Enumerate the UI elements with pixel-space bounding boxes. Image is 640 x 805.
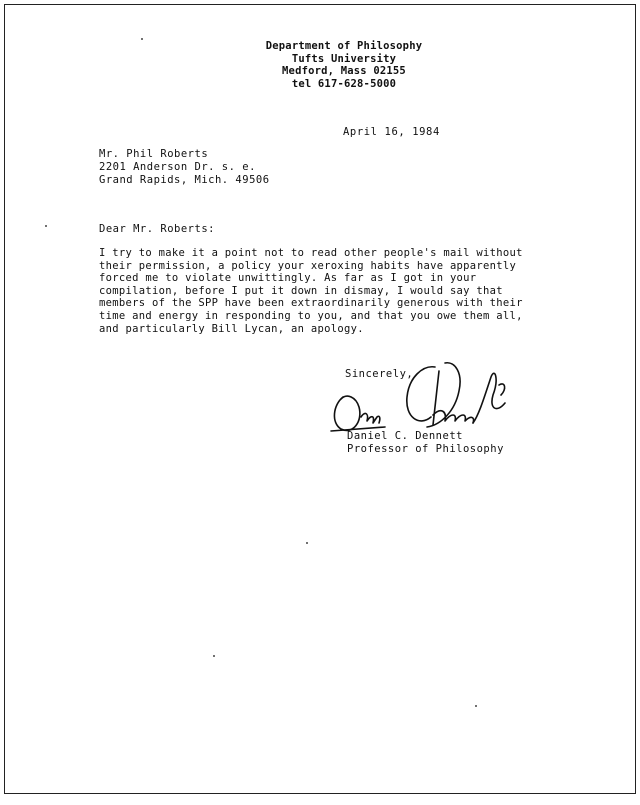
recipient-address — [99, 148, 270, 186]
handwritten-signature — [323, 355, 523, 435]
body-line: I try to make it a point not to read other people's mail without — [99, 247, 523, 259]
letter-date: April 16, 1984 — [343, 126, 440, 138]
letterhead — [255, 40, 433, 90]
letterhead-phone: tel 617-628-5000 — [291, 77, 397, 90]
signer-name: Daniel C. Dennett — [347, 430, 463, 442]
letterhead-university: Tufts University — [291, 52, 397, 65]
scan-speck — [213, 655, 215, 657]
recipient-city: Grand Rapids, Mich. 49506 — [99, 173, 270, 186]
signer-title: Professor of Philosophy — [347, 442, 504, 455]
recipient-street: 2201 Anderson Dr. s. e. — [99, 160, 256, 173]
scan-speck — [475, 705, 477, 707]
body-line: and particularly Bill Lycan, an apology. — [99, 322, 364, 335]
body-line: members of the SPP have been extraordinarily generous with their — [99, 297, 523, 310]
salutation: Dear Mr. Roberts: — [99, 223, 215, 235]
body-line: time and energy in responding to you, and that you owe them all, — [99, 309, 523, 322]
body-line: their permission, a policy your xeroxing habits have apparently — [99, 259, 517, 272]
letterhead-department: Department of Philosophy — [265, 40, 423, 52]
body-line: forced me to violate unwittingly. As far as I got in your — [99, 272, 477, 285]
scan-speck — [306, 542, 308, 544]
scan-speck — [45, 225, 47, 227]
recipient-name: Mr. Phil Roberts — [99, 148, 209, 160]
letter-page — [4, 4, 636, 794]
scan-speck — [141, 38, 143, 40]
letter-body — [99, 247, 579, 335]
body-line: compilation, before I put it down in dismay, I would say that — [99, 284, 503, 297]
signer-block — [347, 430, 504, 455]
closing: Sincerely, — [345, 368, 414, 380]
letterhead-city: Medford, Mass 02155 — [282, 65, 406, 77]
